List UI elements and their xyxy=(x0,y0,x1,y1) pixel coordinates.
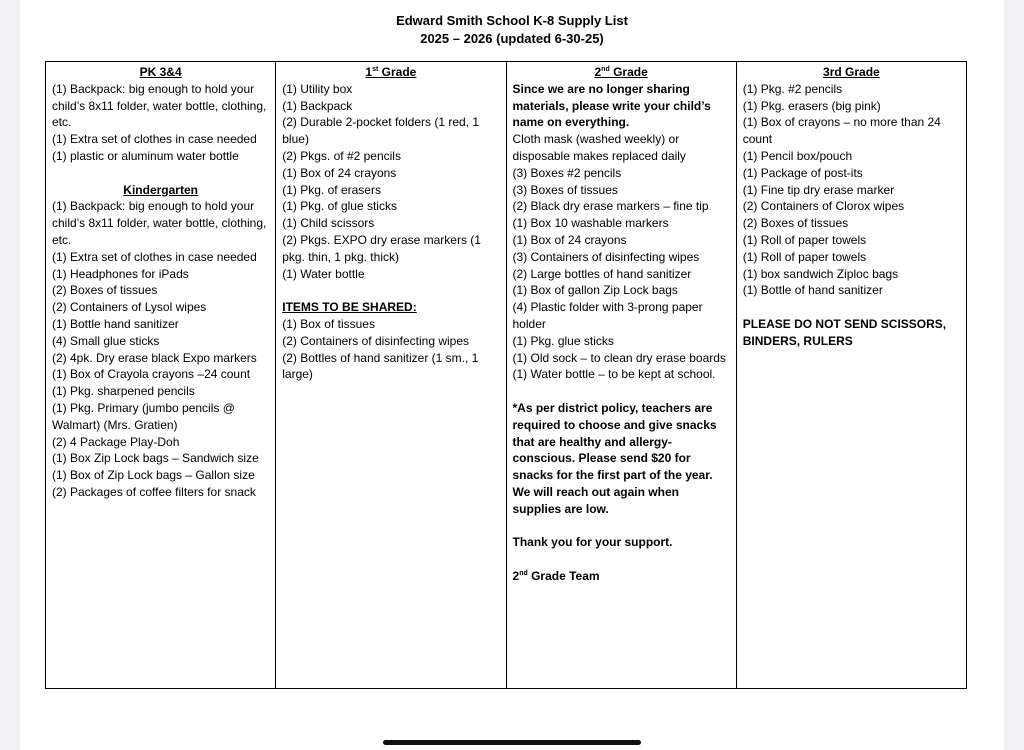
signature-word: Grade Team xyxy=(527,568,600,583)
kindergarten-item: (2) Containers of Lysol wipes xyxy=(52,300,207,315)
document-page xyxy=(20,0,1004,750)
home-indicator[interactable] xyxy=(383,740,641,745)
grade-1-header-ordinal: st xyxy=(372,66,379,73)
kindergarten-item: (1) Box of Crayola crayons –24 count xyxy=(52,367,251,382)
column-grade-2 xyxy=(506,62,736,689)
grade-3-item: (1) Bottle of hand sanitizer xyxy=(742,283,883,298)
grade-2-item: (2) Black dry erase markers – fine tip xyxy=(512,199,709,214)
grade-1-list xyxy=(282,81,499,283)
supply-table xyxy=(45,61,967,689)
shared-items-list xyxy=(282,316,499,383)
kindergarten-list xyxy=(52,198,269,500)
shared-item: (2) Containers of disinfecting wipes xyxy=(282,333,470,348)
grade-1-item: (1) Box of 24 crayons xyxy=(282,165,397,180)
grade-1-item: (1) Child scissors xyxy=(282,216,375,231)
grade-1-item: (1) Utility box xyxy=(282,81,353,96)
kindergarten-header: Kindergarten xyxy=(123,182,198,197)
kindergarten-item: (1) Backpack: big enough to hold your child’s 8x11 folder, water bottle, clothing, etc. xyxy=(52,199,267,247)
grade-2-signature xyxy=(513,568,730,585)
shared-item: (1) Box of tissues xyxy=(282,316,375,331)
kindergarten-item: (1) Pkg. sharpened pencils xyxy=(52,384,195,399)
shared-item: (2) Bottles of hand sanitizer (1 sm., 1 large) xyxy=(282,350,479,382)
grade-2-header xyxy=(513,64,730,81)
grade-1-item: (1) Water bottle xyxy=(282,266,365,281)
grade-1-header xyxy=(282,64,499,81)
pk-item: (1) plastic or aluminum water bottle xyxy=(52,148,239,163)
kindergarten-item: (1) Extra set of clothes in case needed xyxy=(52,249,257,264)
shared-items-header: ITEMS TO BE SHARED: xyxy=(282,300,417,315)
grade-2-intro: Since we are no longer sharing materials, please write your child’s name on everything. xyxy=(512,81,711,130)
grade-2-item: (2) Large bottles of hand sanitizer xyxy=(512,266,692,281)
grade-2-item: (3) Containers of disinfecting wipes xyxy=(512,249,700,264)
grade-2-item: (3) Boxes of tissues xyxy=(512,182,618,197)
grade-3-list xyxy=(743,81,960,299)
grade-3-item: (2) Boxes of tissues xyxy=(742,216,849,231)
column-grade-3 xyxy=(736,62,966,689)
column-grade-1 xyxy=(276,62,506,689)
grade-2-header-word: Grade xyxy=(609,65,648,79)
pk-header: PK 3&4 xyxy=(139,65,182,79)
grade-3-item: (1) Pkg. erasers (big pink) xyxy=(742,98,881,113)
pk-item: (1) Extra set of clothes in case needed xyxy=(52,132,257,147)
grade-2-item: (1) Box of gallon Zip Lock bags xyxy=(512,283,678,298)
grade-3-item: (1) Roll of paper towels xyxy=(742,232,867,247)
document-title xyxy=(20,12,1004,48)
grade-3-item: (2) Containers of Clorox wipes xyxy=(742,199,905,214)
kindergarten-item: (1) Pkg. Primary (jumbo pencils @ Walmart) (Mrs. Gratien) xyxy=(52,400,235,432)
grade-3-item: (1) Roll of paper towels xyxy=(742,249,867,264)
grade-1-item: (2) Pkgs. EXPO dry erase markers (1 pkg. thin, 1 pkg. thick) xyxy=(282,232,481,264)
grade-1-item: (1) Pkg. of erasers xyxy=(282,182,381,197)
thank-you-note: Thank you for your support. xyxy=(512,535,673,550)
grade-3-item: (1) Package of post-its xyxy=(742,165,863,180)
grade-1-item: (2) Pkgs. of #2 pencils xyxy=(282,148,401,163)
kindergarten-item: (2) Packages of coffee filters for snack xyxy=(52,484,256,499)
kindergarten-item: (1) Box Zip Lock bags – Sandwich size xyxy=(52,451,259,466)
grade-1-header-word: Grade xyxy=(378,65,417,79)
grade-2-header-number: 2 xyxy=(594,65,602,79)
grade-2-item: (1) Box of 24 crayons xyxy=(512,232,627,247)
grade-1-item: (1) Backpack xyxy=(282,98,353,113)
grade-2-item: (1) Water bottle – to be kept at school. xyxy=(512,367,716,382)
grade-2-item: (3) Boxes #2 pencils xyxy=(512,165,622,180)
grade-1-item: (1) Pkg. of glue sticks xyxy=(282,199,397,214)
grade-2-item: Cloth mask (washed weekly) or disposable makes replaced daily xyxy=(512,132,686,163)
kindergarten-item: (4) Small glue sticks xyxy=(52,333,160,348)
snack-policy-note: *As per district policy, teachers are required to choose and give snacks that are healthy and allergy-conscious. Please send $20 for snacks for the first part of the year. We will reach out again when supplies are low. xyxy=(512,400,717,516)
grade-3-item: (1) Box of crayons – no more than 24 count xyxy=(742,115,941,147)
grade-2-item: (4) Plastic folder with 3-prong paper holder xyxy=(512,300,703,331)
grade-2-header-ordinal: nd xyxy=(601,66,610,73)
grade-3-item: (1) box sandwich Ziploc bags xyxy=(742,266,899,281)
title-line-1: Edward Smith School K-8 Supply List xyxy=(396,13,628,28)
column-pk-kindergarten xyxy=(46,62,276,689)
grade-2-item: (1) Pkg. glue sticks xyxy=(512,333,614,348)
grade-3-item: (1) Pencil box/pouch xyxy=(742,148,853,163)
signature-number: 2 xyxy=(512,568,520,583)
grade-2-list xyxy=(513,131,730,383)
grade-3-header: 3rd Grade xyxy=(823,65,880,79)
title-line-2: 2025 – 2026 (updated 6-30-25) xyxy=(420,31,604,46)
kindergarten-item: (2) 4 Package Play-Doh xyxy=(52,434,180,449)
grade-3-item: (1) Pkg. #2 pencils xyxy=(742,81,843,96)
grade-1-header-number: 1 xyxy=(365,65,373,79)
kindergarten-item: (1) Box of Zip Lock bags – Gallon size xyxy=(52,468,255,483)
grade-3-warning: PLEASE DO NOT SEND SCISSORS, BINDERS, RULERS xyxy=(742,316,947,348)
kindergarten-item: (2) 4pk. Dry erase black Expo markers xyxy=(52,350,257,365)
grade-3-item: (1) Fine tip dry erase marker xyxy=(742,182,895,197)
kindergarten-item: (2) Boxes of tissues xyxy=(52,283,158,298)
grade-1-item: (2) Durable 2-pocket folders (1 red, 1 blue) xyxy=(282,115,480,147)
signature-ordinal: nd xyxy=(519,569,528,577)
pk-item: (1) Backpack: big enough to hold your child’s 8x11 folder, water bottle, clothing, etc. xyxy=(52,81,267,130)
grade-2-item: (1) Old sock – to clean dry erase boards xyxy=(512,350,726,365)
grade-2-item: (1) Box 10 washable markers xyxy=(512,216,669,231)
kindergarten-item: (1) Bottle hand sanitizer xyxy=(52,316,179,331)
kindergarten-item: (1) Headphones for iPads xyxy=(52,266,189,281)
pk-list xyxy=(52,81,269,165)
